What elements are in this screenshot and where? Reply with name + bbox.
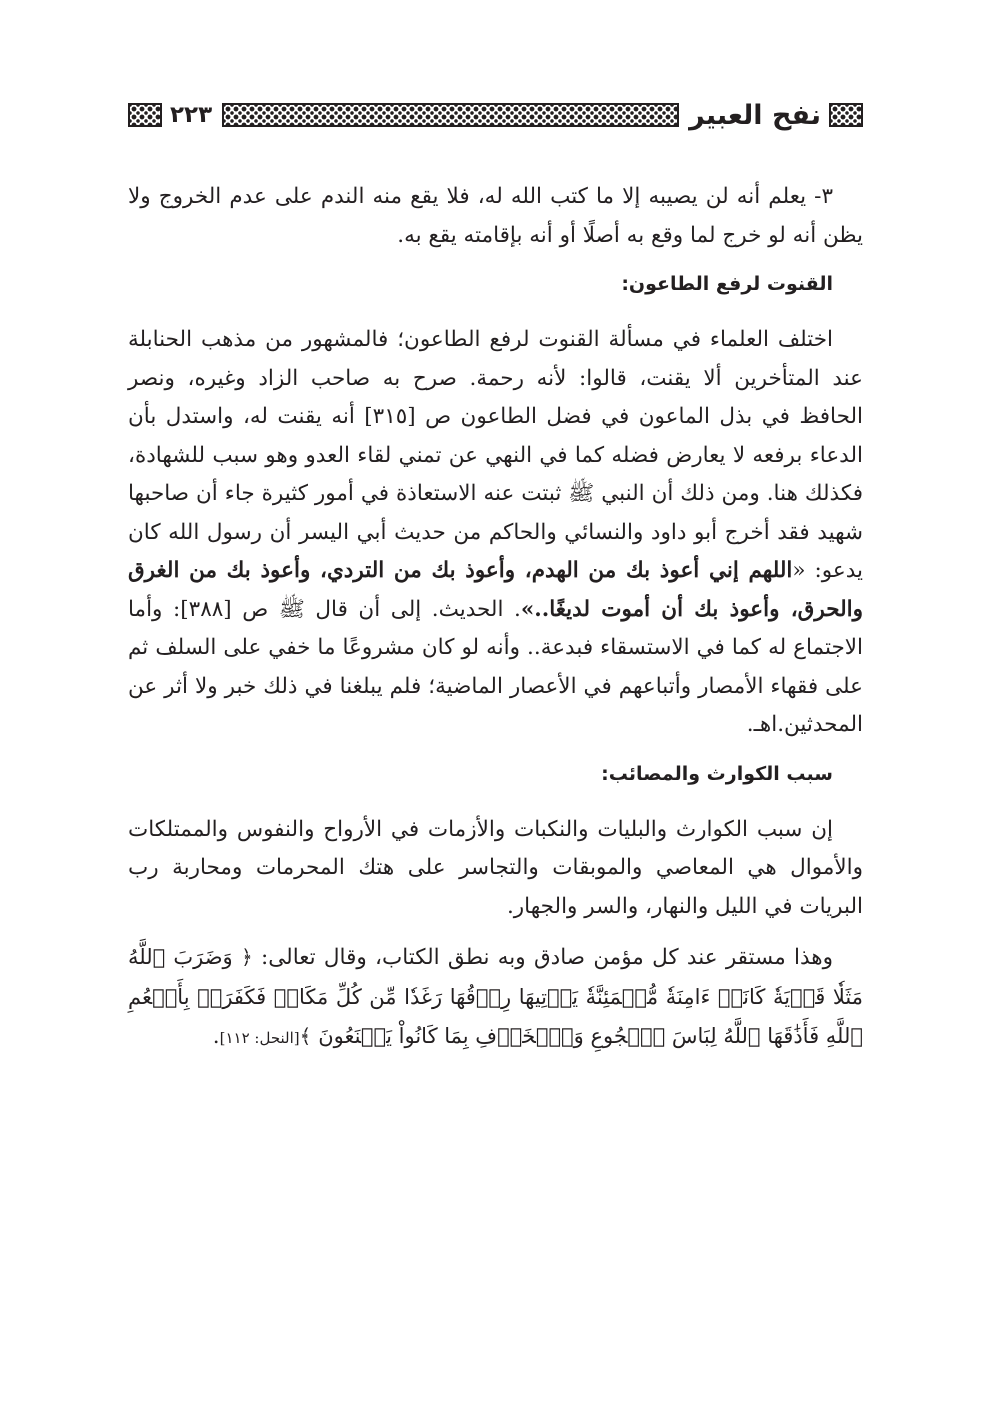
- header-ornament-right: [829, 103, 863, 127]
- final-paragraph: [128, 938, 863, 1058]
- ayah-close-bracket: ﴾: [299, 1024, 312, 1048]
- ayah-reference: [النحل: ١١٢]: [219, 1029, 300, 1047]
- heading-qunut: القنوت لرفع الطاعون:: [621, 273, 833, 295]
- book-title: نفح العبير: [689, 99, 821, 131]
- page-number: ٢٢٣: [170, 101, 213, 128]
- qunut-text-part2: . الحديث. إلى أن قال ﷺ ص [٣٨٨]: وأما الاجتماع له كما في الاستسقاء فبدعة.. وأنه لو كان مشروعًا ما خفي على السلف ثم على فقهاء الأمصار وأتباعهم في الأعصار الماضية؛ فلم يبلغنا في ذلك خبر ولا أثر عن المحدثين.اهـ.: [128, 596, 863, 737]
- final-end: .: [212, 1024, 220, 1049]
- heading-causes: سبب الكوارث والمصائب:: [601, 762, 833, 785]
- header-ornament-left: [128, 103, 162, 127]
- header-ornament-band: [222, 103, 679, 127]
- quran-ayah: وَضَرَبَ ٱللَّهُ مَثَلٗا قَرۡيَةٗ كَانَتۡ ءَامِنَةٗ مُّطۡمَئِنَّةٗ يَأۡتِيهَا رِزۡقُهَا رَغَدٗا مِّن كُلِّ مَكَانٖ فَكَفَرَتۡ بِأَنۡعُمِ ٱللَّهِ فَأَذَٰقَهَا ٱللَّهُ لِبَاسَ ٱلۡجُوعِ وَٱلۡخَوۡفِ بِمَا كَانُواْ يَصۡنَعُونَ: [128, 945, 863, 1048]
- ayah-open-bracket: ﴿: [240, 945, 253, 969]
- page-body: [128, 178, 863, 1058]
- page-header: [128, 92, 863, 138]
- final-intro: وهذا مستقر عند كل مؤمن صادق وبه نطق الكتاب، وقال تعالى:: [252, 945, 834, 970]
- point-3-paragraph: ٣- يعلم أنه لن يصيبه إلا ما كتب الله له، فلا يقع منه الندم على عدم الخروج ولا يظن أنه لو خرج لما وقع به أصلًا أو أنه بإقامته يقع به.: [128, 184, 863, 248]
- qunut-paragraph: [128, 321, 863, 745]
- qunut-dua-bold: اللهم إني أعوذ بك من الهدم، وأعوذ بك من التردي، وأعوذ بك من الغرق والحرق، وأعوذ بك أن أموت لديغًا..»: [128, 558, 863, 622]
- causes-paragraph: إن سبب الكوارث والبليات والنكبات والأزمات في الأرواح والنفوس والممتلكات والأموال هي المعاصي والموبقات والتجاسر على هتك المحرمات ومحاربة رب البريات في الليل والنهار، والسر والجهار.: [128, 816, 863, 919]
- qunut-text-part1: اختلف العلماء في مسألة القنوت لرفع الطاعون؛ فالمشهور من مذهب الحنابلة عند المتأخرين ألا يقنت، قالوا: لأنه رحمة. صرح به صاحب الزاد وغيره، ونصر الحافظ في بذل الماعون في فضل الطاعون ص [٣١٥] أنه يقنت له، واستدل بأن الدعاء برفعه لا يعارض فضله كما في النهي عن تمني لقاء العدو وهو سبب للشهادة، فكذلك هنا. ومن ذلك أن النبي ﷺ ثبتت عنه الاستعاذة في أمور كثيرة جاء أن صاحبها شهيد فقد أخرج أبو داود والنسائي والحاكم من حديث أبي اليسر أن رسول الله كان يدعو: «: [128, 327, 863, 583]
